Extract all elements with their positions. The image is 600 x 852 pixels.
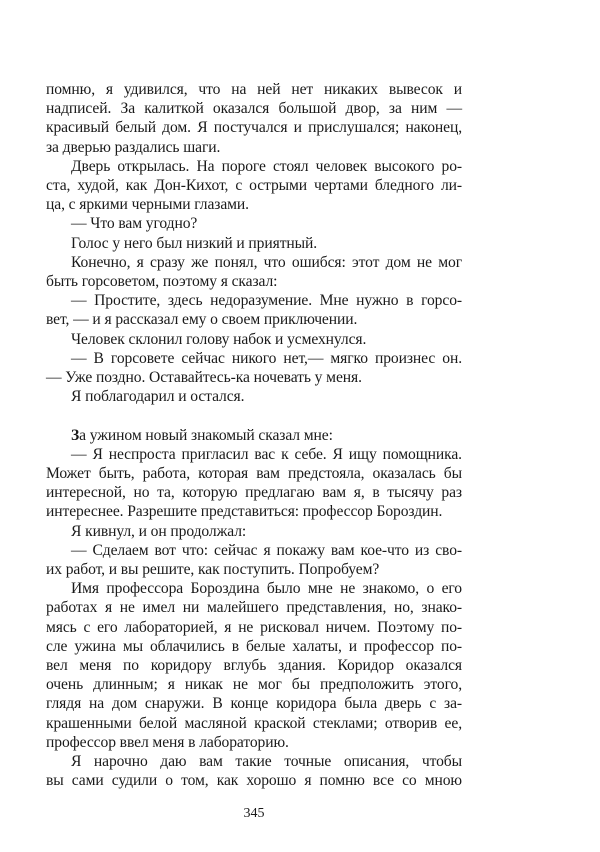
text-line-content: работах я не имел ни малейшего представления, но, знако- <box>46 599 462 617</box>
text-line-content: очень длинным; я никак не мог бы предположить этого, <box>46 676 462 694</box>
text-line-content: вет, — и я рассказал ему о своем приключении. <box>46 311 358 329</box>
paragraph <box>46 349 462 387</box>
text-line <box>46 483 462 502</box>
text-line-content: Я кивнул, и он продолжал: <box>71 522 247 540</box>
text-line-content: профессор ввел меня в лабораторию. <box>46 733 289 751</box>
text-line <box>46 176 462 195</box>
text-line <box>46 195 462 214</box>
text-line <box>46 234 462 253</box>
paragraph <box>46 157 462 215</box>
text-line-content: мясь с его лабораторией, я не рисковал ничем. Поэтому по- <box>46 618 462 636</box>
paragraph <box>46 234 462 253</box>
text-line <box>46 464 462 483</box>
text-line <box>46 522 462 541</box>
text-line-content: — Уже поздно. Оставайтесь-ка ночевать у меня. <box>46 369 362 387</box>
paragraph <box>46 330 462 349</box>
text-line <box>46 310 462 329</box>
text-line-content: Дверь открылась. На пороге стоял человек высокого ро- <box>71 157 462 175</box>
text-line-content: их работ, и вы решите, как поступить. Попробуем? <box>46 561 380 579</box>
text-line <box>46 291 462 310</box>
paragraph <box>46 522 462 541</box>
text-line-content: — Я неспроста пригласил вас к себе. Я ищу помощника. <box>71 445 462 463</box>
drop-initial: З <box>71 426 80 444</box>
section-break <box>46 406 462 425</box>
text-line-content: ста, худой, как Дон-Кихот, с острыми чертами бледного ли- <box>46 177 462 195</box>
text-line <box>46 598 462 617</box>
text-line <box>46 426 462 445</box>
text-line <box>46 714 462 733</box>
text-line-content: ца, с яркими черными глазами. <box>46 196 249 214</box>
paragraph <box>46 541 462 579</box>
text-line <box>46 771 462 790</box>
text-line <box>46 694 462 713</box>
text-line-content: вел меня по коридору вглубь здания. Коридор оказался <box>46 657 462 675</box>
text-line <box>46 214 462 233</box>
page-number: 345 <box>243 805 265 821</box>
paragraph <box>46 291 462 329</box>
paragraph <box>46 445 462 522</box>
text-line <box>46 733 462 752</box>
text-line <box>46 138 462 157</box>
text-line-content: интересной, но та, которую предлагаю вам я, в тысячу раз <box>46 484 462 502</box>
text-line <box>46 502 462 521</box>
text-line-content: а ужином новый знакомый сказал мне: <box>79 426 333 444</box>
text-line <box>46 80 462 99</box>
text-line <box>46 118 462 137</box>
text-line-content: за дверью раздались шаги. <box>46 138 221 156</box>
paragraph <box>46 253 462 291</box>
paragraph <box>46 426 462 445</box>
text-line <box>46 157 462 176</box>
text-line <box>46 656 462 675</box>
text-line-content: быть горсоветом, поэтому я сказал: <box>46 273 278 291</box>
text-line <box>46 618 462 637</box>
paragraph <box>46 80 462 157</box>
text-line <box>46 99 462 118</box>
text-line <box>46 253 462 272</box>
text-line-content: помню, я удивился, что на ней нет никаких вывесок и <box>46 81 462 98</box>
text-line-content: Имя профессора Бороздина было мне не знакомо, о его <box>71 580 462 598</box>
paragraph <box>46 214 462 233</box>
text-line-content: Голос у него был низкий и приятный. <box>71 234 318 252</box>
text-line <box>46 541 462 560</box>
text-line <box>46 560 462 579</box>
page-body <box>46 80 462 791</box>
text-line-content: вы сами судили о том, как хорошо я помню все со мною <box>46 772 462 790</box>
text-line-content: крашенными белой масляной краской стеклами; отворив ее, <box>46 714 462 732</box>
text-line <box>46 272 462 291</box>
text-line-content: интереснее. Разрешите представиться: профессор Бороздин. <box>46 503 443 521</box>
text-line-content: красивый белый дом. Я постучался и прислушался; наконец, <box>46 119 462 137</box>
text-line-content: сле ужина мы облачились в белые халаты, и профессор по- <box>46 637 462 655</box>
paragraph <box>46 752 462 790</box>
text-line <box>46 637 462 656</box>
text-line-content: Я поблагодарил и остался. <box>71 388 245 406</box>
text-line <box>46 368 462 387</box>
text-line-content: — Простите, здесь недоразумение. Мне нужно в горсо- <box>71 292 462 310</box>
paragraph <box>46 387 462 406</box>
text-line-content: Конечно, я сразу же понял, что ошибся: этот дом не мог <box>71 253 462 271</box>
paragraph <box>46 579 462 752</box>
text-line-content: Я нарочно даю вам такие точные описания, чтобы <box>71 753 462 771</box>
text-line <box>46 330 462 349</box>
text-line-content: надписей. За калиткой оказался большой двор, за ним — <box>46 100 462 118</box>
text-line-content: глядя на дом снаружи. В конце коридора была дверь с за- <box>46 695 462 713</box>
text-line <box>46 445 462 464</box>
text-line <box>46 349 462 368</box>
text-line <box>46 675 462 694</box>
page-wrapper <box>46 80 462 823</box>
text-line-content: — Что вам угодно? <box>71 215 198 233</box>
text-line-content: — В горсовете сейчас никого нет,— мягко произнес он. <box>71 349 462 367</box>
text-line-content: — Сделаем вот что: сейчас я покажу вам кое-что из сво- <box>71 541 462 559</box>
text-line <box>46 752 462 771</box>
text-line <box>46 387 462 406</box>
text-line-content: Человек склонил голову набок и усмехнулся. <box>71 330 367 348</box>
text-line <box>46 579 462 598</box>
text-line-content: Может быть, работа, которая вам предстояла, оказалась бы <box>46 465 462 483</box>
